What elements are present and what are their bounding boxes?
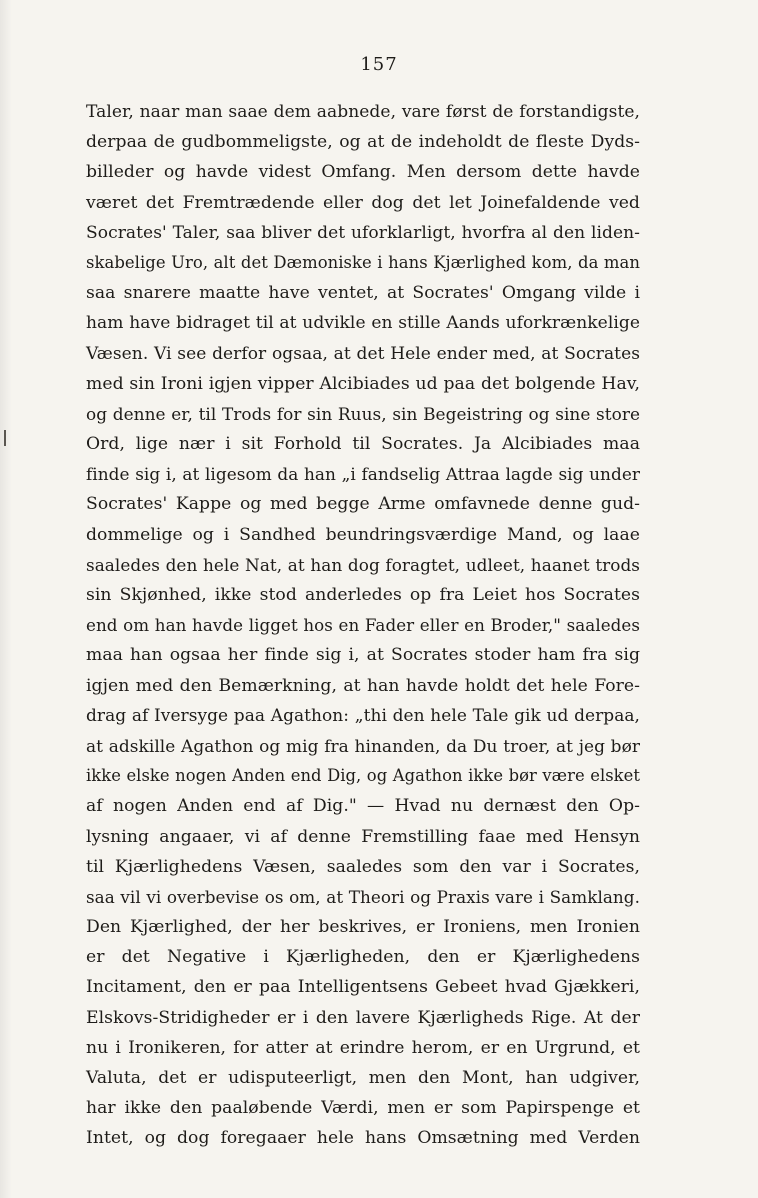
text-line: ham have bidraget til at udvikle en stille Aands uforkrænkelige — [86, 313, 640, 334]
text-line: nu i Ironikeren, for atter at erindre herom, er en Urgrund, et — [86, 1037, 640, 1058]
text-line: Valuta, det er udisputeerligt, men den Mont, han udgiver, — [86, 1068, 640, 1088]
text-line: Socrates' Taler, saa bliver det uforklarligt, hvorfra al den liden- — [86, 222, 640, 243]
page-edge-shadow — [0, 0, 12, 1198]
text-line: er det Negative i Kjærligheden, den er Kjærlighedens — [86, 947, 640, 968]
text-line: ikke elske nogen Anden end Dig, og Agathon ikke bør være elsket — [86, 766, 640, 786]
text-line: derpaa de gudbommeligste, og at de indeholdt de fleste Dyds- — [86, 132, 640, 153]
text-line: været det Fremtrædende eller dog det let Joinefaldende ved — [86, 192, 640, 213]
text-line: igjen med den Bemærkning, at han havde holdt det hele Fore- — [86, 675, 640, 696]
text-line: Taler, naar man saae dem aabnede, vare først de forstandigste, — [86, 102, 640, 122]
text-line: saa snarere maatte have ventet, at Socrates' Omgang vilde i — [86, 283, 640, 304]
text-line: Ord, lige nær i sit Forhold til Socrates. Ja Alcibiades maa — [86, 434, 640, 455]
text-line: af nogen Anden end af Dig." — Hvad nu dernæst den Op- — [86, 796, 640, 817]
text-line: Elskovs-Stridigheder er i den lavere Kjærligheds Rige. At der — [86, 1007, 640, 1028]
text-line: saa vil vi overbevise os om, at Theori og Praxis vare i Samklang. — [86, 886, 640, 907]
text-line: med sin Ironi igjen vipper Alcibiades ud paa det bolgende Hav, — [86, 373, 640, 394]
page-number: 157 — [360, 54, 398, 75]
text-line: at adskille Agathon og mig fra hinanden, da Du troer, at jeg bør — [86, 735, 640, 756]
text-line: Væsen. Vi see derfor ogsaa, at det Hele ender med, at Socrates — [86, 343, 640, 364]
text-line: drag af Iversyge paa Agathon: „thi den hele Tale gik ud derpaa, — [86, 705, 640, 726]
text-line: dommelige og i Sandhed beundringsværdige Mand, og laae — [86, 524, 640, 545]
text-line: maa han ogsaa her finde sig i, at Socrates stoder ham fra sig — [86, 645, 640, 666]
text-line: og denne er, til Trods for sin Ruus, sin Begeistring og sine store — [86, 403, 640, 424]
text-line: billeder og havde videst Omfang. Men dersom dette havde — [86, 162, 640, 183]
text-line: Intet, og dog foregaaer hele hans Omsætning med Verden — [86, 1128, 640, 1149]
body-text — [86, 97, 640, 1154]
text-line: Socrates' Kappe og med begge Arme omfavnede denne gud- — [86, 494, 640, 515]
text-line: Den Kjærlighed, der her beskrives, er Ironiens, men Ironien — [86, 917, 640, 938]
text-line: end om han havde ligget hos en Fader eller en Broder," saaledes — [86, 615, 640, 636]
text-line: lysning angaaer, vi af denne Fremstilling faae med Hensyn — [86, 826, 640, 847]
text-line: sin Skjønhed, ikke stod anderledes op fra Leiet hos Socrates — [86, 585, 640, 605]
margin-mark — [4, 430, 6, 446]
text-line: til Kjærlighedens Væsen, saaledes som den var i Socrates, — [86, 856, 640, 877]
text-line: saaledes den hele Nat, at han dog foragtet, udleet, haanet trods — [86, 554, 640, 575]
text-line: skabelige Uro, alt det Dæmoniske i hans Kjærlighed kom, da man — [86, 252, 640, 272]
text-line: finde sig i, at ligesom da han „i fandselig Attraa lagde sig under — [86, 464, 640, 485]
text-line: Incitament, den er paa Intelligentsens Gebeet hvad Gjækkeri, — [86, 977, 640, 998]
text-line: har ikke den paaløbende Værdi, men er som Papirspenge et — [86, 1098, 640, 1119]
